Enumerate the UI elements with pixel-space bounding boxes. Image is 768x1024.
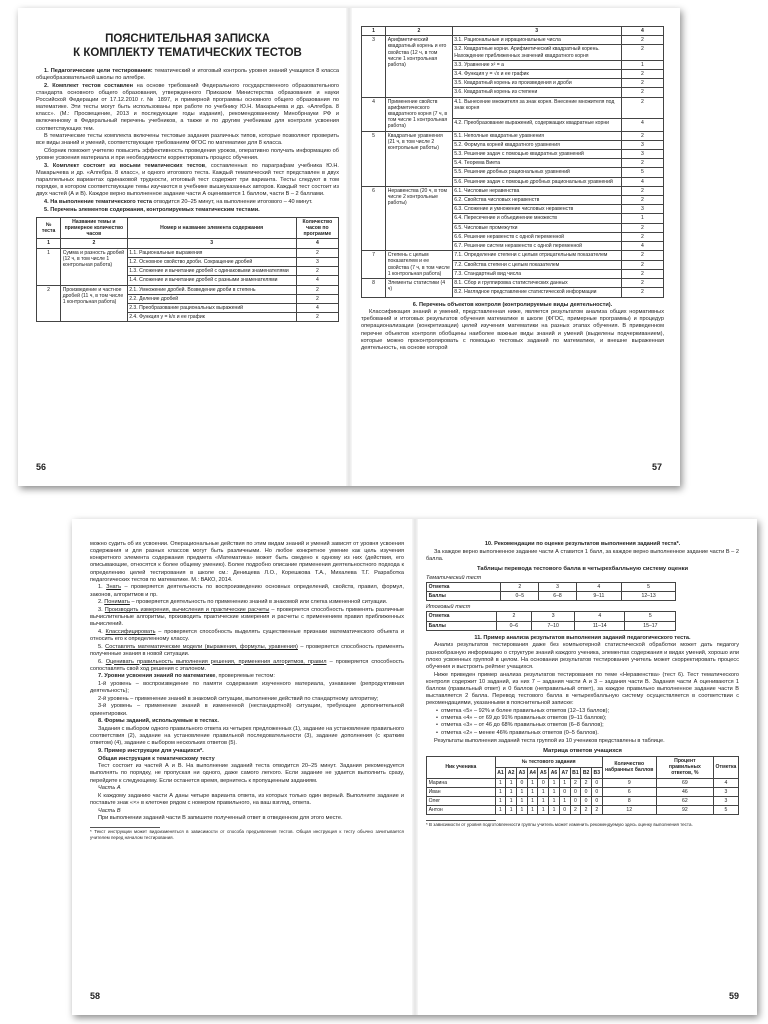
answer-cell: 0 <box>591 778 602 787</box>
hours-cell: 4 <box>621 177 663 186</box>
task-column-header: А7 <box>559 767 570 778</box>
content-element-cell: 2.3. Преобразование рациональных выражений <box>127 303 296 312</box>
student-name-cell: Антон <box>427 806 496 815</box>
answer-cell: 1 <box>559 797 570 806</box>
instruction-subheading: Общая инструкция к тематическому тесту <box>98 755 215 762</box>
paragraph-text: на основе требований Федерального государственного образовательного стандарта основного общего образования, утвержденного Приказом Министерства образования и науки Российской Федерации от 17.12.2010 г. № 1897, и примерной программы основного общего образования по математике. Эти тесты могут быть использованы при работе по учебнику Ю.Н. Макарычева и др. «Алгебра. 8 класс». (М.: Просвещение, 2013 и последующие годы издания), рекомендованному Минобрнауки РФ и включенному в Федеральный перечень учебников, а также и по другим учебникам для контроля усвоения соответствующих тем. <box>36 82 339 132</box>
answer-cell: 1 <box>495 778 506 787</box>
skill-description: – проверяется деятельность по применению знаний в знакомой или слегка измененной ситуации. <box>129 599 388 606</box>
hours-cell: 3 <box>621 150 663 159</box>
analysis-paragraph-2: Ниже приведен пример анализа результатов тестирования по теме «Неравенства» (тест 6). Тест тематического контроля содержит 10 заданий, из них 7 – задания части А и 3 – задания части В. Задания части А оцениваются 1 баллом (правильный ответ) и 0 баллов (неправильный ответ), за каждое правильно выполненное задание части В выставляется 2 балла. Перевод тестового балла в четырехбалльную систему осуществляется в соответствии с рекомендациями, указанными в пояснительной записке: <box>426 671 739 707</box>
paragraph-standard <box>36 83 339 133</box>
hours-cell: 2 <box>621 97 663 118</box>
instruction-heading: 9. Пример инструкции для учащихся*. <box>98 747 204 754</box>
matrix-title: Матрица ответов учащихся <box>543 748 622 755</box>
hours-cell: 2 <box>621 36 663 45</box>
table-cell: Баллы <box>427 621 497 630</box>
hours-cell: 2 <box>621 260 663 269</box>
test-number-cell: 2 <box>37 285 61 322</box>
levels-heading <box>90 673 404 680</box>
skill-name: Оценивать правильность выполнения решения, применения алгоритмов, правил <box>105 658 327 665</box>
total-cell: 8 <box>602 797 656 806</box>
column-header: Количество набранных баллов <box>602 757 656 779</box>
hours-cell: 4 <box>296 276 338 285</box>
table-cell: 5 <box>621 582 676 591</box>
table-cell: Отметка <box>427 612 497 621</box>
task-column-header: А5 <box>538 767 549 778</box>
level-3: 3-й уровень – применение знаний в измененной (нестандартной) ситуации, требующее дополнительной ориентировки. <box>90 703 404 717</box>
content-element-cell: 2.2. Деление дробей <box>127 294 296 303</box>
total-cell: 9 <box>602 778 656 787</box>
thematic-test-label: Тематический тест <box>426 574 482 581</box>
content-element-cell: 3.5. Квадратный корень из произведения и дроби <box>452 79 621 88</box>
hours-cell: 1 <box>621 214 663 223</box>
content-element-cell: 2.4. Функция y = k/x и ее график <box>127 313 296 322</box>
skill-item <box>90 629 404 643</box>
answer-cell: 1 <box>549 787 560 796</box>
hours-cell: 2 <box>621 196 663 205</box>
column-header: Номер и название элемента содержания <box>127 217 296 239</box>
task-column-header: В3 <box>591 767 602 778</box>
footnote-rule <box>90 827 160 828</box>
list-item: • отметка «5» – 92% и более правильных ответов (12–13 баллов); <box>436 708 739 715</box>
answer-cell: 1 <box>506 778 517 787</box>
hours-cell: 2 <box>621 223 663 232</box>
table-cell: 12–13 <box>621 592 676 601</box>
answer-cell: 1 <box>549 797 560 806</box>
part-a-paragraph: К каждому заданию части А даны четыре варианта ответа, из которых только один верный. Выполните задание и поставьте знак «×» в клеточке рядом с номером правильного, на ваш взгляд, ответа. <box>90 792 404 806</box>
paragraph-heading: 2. Комплект тестов составлен <box>44 82 134 89</box>
content-element-cell: 3.3. Уравнение x² = a <box>452 60 621 69</box>
answer-cell: 1 <box>527 778 538 787</box>
hours-cell: 2 <box>621 279 663 288</box>
list-item: • отметка «2» – менее 46% правильных ответов (0–5 баллов). <box>436 730 739 737</box>
answer-cell: 1 <box>538 797 549 806</box>
hours-cell: 4 <box>621 242 663 251</box>
recommendations-paragraph: За каждое верно выполненное задание части А ставится 1 балл, за каждое верно выполненное задание части В – 2 балла. <box>426 548 739 562</box>
content-element-cell: 7.1. Определение степени с целым отрицательным показателем <box>452 251 621 260</box>
content-element-cell: 4.2. Преобразование выражений, содержащих квадратные корни <box>452 118 621 131</box>
content-element-cell: 5.1. Неполные квадратные уравнения <box>452 131 621 140</box>
answer-cell: 2 <box>591 806 602 815</box>
answer-cell: 0 <box>570 787 581 796</box>
table-cell: 2 <box>501 582 539 591</box>
hours-cell: 2 <box>296 248 338 257</box>
topic-cell: Элементы статистики (4 ч) <box>386 279 452 297</box>
task-forms-heading: 8. Формы заданий, используемые в тестах. <box>98 718 219 725</box>
student-name-cell: Олег <box>427 797 496 806</box>
page-58 <box>72 519 414 1015</box>
skill-number: 4. <box>98 628 106 635</box>
hours-cell: 2 <box>621 159 663 168</box>
hours-cell: 2 <box>621 269 663 278</box>
footnote: * В зависимости от уровня подготовленности группы учитель может изменить рекомендуемую здесь оценку выполнения теста. <box>426 822 693 828</box>
answer-cell: 1 <box>527 797 538 806</box>
paragraph-text: тематический и итоговый контроль уровня знаний учащихся 8 класса общеобразовательной школы по алгебре. <box>36 67 339 81</box>
page-number: 57 <box>651 462 662 472</box>
content-element-cell: 6.2. Свойства числовых неравенств <box>452 196 621 205</box>
answer-cell: 1 <box>549 806 560 815</box>
table-cell: 7–10 <box>532 621 575 630</box>
paragraph-continuation: можно судить об их усвоении. Операциональные действия по этим видам знаний и умений зависят от уровня усвоения содержания и для разных классов могут быть различными. Но любое конкретное умение как цель изучения конкретного элемента содержания предмета «Математика» может быть сведено к одному из них (действия, его описывающие, относятся к более общему умению). Более подробно описание применения деятельностного подхода к определению целей тестирования в школе см.: Денищева Л.О., Корешкова Т.А., Михалева Т.Г. Разработка педагогических тестов по математике. М.: ВАКО, 2014. <box>90 541 404 583</box>
answer-cell: 0 <box>559 787 570 796</box>
answer-cell: 1 <box>517 806 528 815</box>
table-row <box>37 285 339 294</box>
column-index: 2 <box>386 27 452 36</box>
mark-cell: 3 <box>713 787 738 796</box>
column-index: 3 <box>127 239 296 248</box>
answer-cell: 1 <box>506 787 517 796</box>
paragraph-test-types: В тематические тесты комплекта включены тестовые задания различных типов, которые позволяют проверить все виды знаний и умений, соответствующие требованиям ФГОС по математике для 8 класса. <box>36 133 339 147</box>
hours-cell: 2 <box>621 186 663 195</box>
answer-cell: 2 <box>570 778 581 787</box>
part-a-label: Часть А <box>98 785 121 792</box>
hours-cell: 5 <box>621 168 663 177</box>
paragraph-text: отводится 20–25 минут, на выполнение итогового – 40 минут. <box>151 199 313 206</box>
content-element-cell: 3.4. Функция y = √x и ее график <box>452 70 621 79</box>
table-row <box>362 279 664 288</box>
table-row <box>427 787 739 796</box>
topic-cell: Степень с целым показателем и ее свойства (7 ч, в том числе 1 контрольная работа) <box>386 251 452 279</box>
page-number: 56 <box>36 462 47 472</box>
column-index: 4 <box>621 27 663 36</box>
answer-cell: 2 <box>581 778 592 787</box>
table-row <box>37 248 339 257</box>
content-element-cell: 6.6. Решение неравенств с одной переменной <box>452 232 621 241</box>
hours-cell: 3 <box>621 140 663 149</box>
table-row <box>362 36 664 45</box>
list-item: • отметка «4» – от 69 до 91% правильных ответов (9–11 баллов); <box>436 715 739 722</box>
answer-cell: 1 <box>549 778 560 787</box>
test-number-cell: 5 <box>362 131 386 186</box>
content-element-cell: 6.7. Решение систем неравенств с одной переменной <box>452 242 621 251</box>
table-row <box>362 131 664 140</box>
table-cell: 11–14 <box>575 621 625 630</box>
table-cell: 3 <box>532 612 575 621</box>
answer-cell: 1 <box>538 806 549 815</box>
table-row <box>362 186 664 195</box>
column-header: Отметка <box>713 757 738 779</box>
answer-cell: 1 <box>495 797 506 806</box>
answer-cell: 1 <box>495 787 506 796</box>
content-element-cell: 6.4. Пересечение и объединение множеств <box>452 214 621 223</box>
table-cell: 2 <box>496 612 531 621</box>
footnote: * Текст инструкции может видоизменяться в зависимости от способа предъявления тестов. Общая инструкция к тесту обычно зачитывается учителем перед началом тестирования. <box>90 829 404 841</box>
grade-thresholds-list <box>436 708 739 737</box>
table-body <box>427 778 739 815</box>
paragraph-text: , проверяемые тестом: <box>215 673 275 680</box>
book-spread-pages-58-59 <box>72 519 757 1015</box>
skill-number: 1. <box>98 584 107 591</box>
book-spread-pages-56-57 <box>18 8 680 486</box>
skill-item <box>90 644 404 658</box>
hours-cell: 2 <box>296 313 338 322</box>
table-row <box>362 251 664 260</box>
instruction-paragraph: Тест состоит из частей А и В. На выполнение заданий теста отводится 20–25 минут. Задания рекомендуется выполнять по порядку, не пропуская ни одного, даже самого легкого. Если задание не удается выполнить сразу, перейдите к следующему. Если останется время, вернитесь к пропущенным заданиям. <box>90 763 404 784</box>
paragraph-heading: 3. Комплект состоит из восьми тематических тестов <box>44 162 206 169</box>
paragraph-text: , составленных по параграфам учебника Ю.Н. Макарычева и др. «Алгебра. 8 класс», и одного итогового теста. Каждый тематический тест представлен в двух параллельных вариантах одинаковой трудности, итоговый тест содержит три варианта. Тесты следуют в том порядке, в котором соответствующие темы изучаются в учебнике вышеуказанных авторов. Каждый тест состоит из двух частей (А и В). Каждое верно выполненное задание части А оценивается 1 баллом, части В – 2 баллами. <box>36 162 339 198</box>
table-row <box>427 797 739 806</box>
table-cell: 4 <box>576 582 621 591</box>
analysis-paragraph-1: Анализ результатов тестирования даже без компьютерной статистической обработки может дать педагогу разнообразную информацию о структуре знаний каждого ученика, элементах содержания и видах умений, хорошо или плохо усвоенных группой в целом. На основании результатов тестирования учитель может скорректировать процесс обучения и выстроить рейтинг учащихся. <box>426 642 739 670</box>
column-header: Процент правильных ответов, % <box>656 757 713 779</box>
answer-cell: 0 <box>559 806 570 815</box>
hours-cell: 2 <box>621 288 663 297</box>
task-forms-paragraph: Задания с выбором одного правильного ответа из четырех предложенных (1), задание на установление правильного соответствия (2), задание на установление правильной последовательности (3), задание дополнения (с кратким ответом) (4), задание с выбором нескольких ответов (5). <box>90 725 404 747</box>
paragraph-collection: Сборник поможет учителю повысить эффективность проведения уроков, оперативно получать информацию об уровне усвоения материала и при необходимости корректировать процесс обучения. <box>36 147 339 162</box>
answers-matrix-table <box>426 756 739 815</box>
paragraph-timing <box>36 199 339 206</box>
column-header: Название темы и примерное количество часов <box>61 217 127 239</box>
skill-item <box>90 659 404 673</box>
title-line-1: ПОЯСНИТЕЛЬНАЯ ЗАПИСКА <box>105 33 270 45</box>
content-element-cell: 1.2. Основное свойство дроби. Сокращение дробей <box>127 257 296 266</box>
mark-cell: 3 <box>713 797 738 806</box>
percent-cell: 46 <box>656 787 713 796</box>
content-elements-table <box>36 217 339 322</box>
table-row <box>362 97 664 118</box>
answer-cell: 0 <box>591 797 602 806</box>
skill-name: Производить измерения, вычисления и практические расчеты <box>104 606 270 613</box>
column-index: 1 <box>37 239 61 248</box>
analysis-paragraph-3: Результаты выполнения заданий теста группой из 10 учеников представлены в таблице. <box>434 737 665 744</box>
page-59 <box>414 519 757 1015</box>
content-element-cell: 1.4. Сложение и вычитание дробей с разными знаменателями <box>127 276 296 285</box>
table-row <box>427 778 739 787</box>
skill-item <box>90 599 404 606</box>
content-elements-table-continued <box>361 26 664 298</box>
content-element-cell: 3.1. Рациональные и иррациональные числа <box>452 36 621 45</box>
table-cell: 5 <box>625 612 676 621</box>
table-cell: 0–5 <box>501 592 539 601</box>
answer-cell: 1 <box>495 806 506 815</box>
conversion-tables-title: Таблицы перевода тестового балла в четырехбалльную систему оценки <box>476 565 689 572</box>
content-element-cell: 5.4. Теорема Виета <box>452 159 621 168</box>
topic-cell: Произведение и частное дробей (11 ч, в том числе 1 контрольная работа) <box>61 285 127 322</box>
skill-description: – проверяется способность применять полученные знания в новой ситуации. <box>90 643 404 657</box>
student-name-cell: Иван <box>427 787 496 796</box>
paragraph-heading: 7. Уровни усвоения знаний по математике <box>98 673 216 680</box>
final-conversion-table <box>426 611 676 630</box>
total-cell: 6 <box>602 787 656 796</box>
content-element-cell: 6.3. Сложение и умножение числовых неравенств <box>452 205 621 214</box>
skill-description: – проверяется способность применять различные вычислительные алгоритмы, производить практические измерения и расчеты с применением правил приближенных вычислений. <box>90 606 404 628</box>
paragraph-classification: Классификация знаний и умений, представленная ниже, является результатом анализа общих нормативных требований и итоговых результатов обучения математике в школе (ФГОС, примерные программы) и процедур операционализации (конкретизации) целей изучения математики на разных этапах обучения. В приведенном перечне объектов контроля обобщены наиболее важные виды знаний и умений (выделены подчеркиванием), которые можно проконтролировать с помощью тестовых заданий по математике, и внешне выраженная деятельность, на основе которой <box>361 309 664 351</box>
content-element-cell: 8.2. Наглядное представление статистической информации <box>452 288 621 297</box>
answer-cell: 1 <box>506 797 517 806</box>
mark-cell: 5 <box>713 806 738 815</box>
answer-cell: 0 <box>517 778 528 787</box>
skill-name: Знать <box>106 584 122 591</box>
topic-cell: Квадратные уравнения (21 ч, в том числе 2 контрольные работы) <box>386 131 452 186</box>
content-element-cell: 6.5. Числовые промежутки <box>452 223 621 232</box>
column-header: № теста <box>37 217 61 239</box>
skill-description: – проверяется способность сопоставлять свой ход решения с эталоном. <box>90 658 404 672</box>
skill-item <box>90 584 404 598</box>
table-cell: 0–6 <box>496 621 531 630</box>
content-element-cell: 5.2. Формула корней квадратного уравнения <box>452 140 621 149</box>
hours-cell: 2 <box>621 251 663 260</box>
content-element-cell: 6.1. Числовые неравенства <box>452 186 621 195</box>
list-item: • отметка «3» – от 46 до 68% правильных ответов (6–8 баллов); <box>436 722 739 729</box>
table-cell: 15–17 <box>625 621 676 630</box>
content-element-cell: 1.1. Рациональные выражения <box>127 248 296 257</box>
content-element-cell: 2.1. Умножение дробей. Возведение дроби в степень <box>127 285 296 294</box>
hours-cell: 4 <box>621 118 663 131</box>
task-column-header: А4 <box>527 767 538 778</box>
test-number-cell: 6 <box>362 186 386 250</box>
content-element-cell: 5.3. Решение задач с помощью квадратных уравнений <box>452 150 621 159</box>
task-column-header: А2 <box>506 767 517 778</box>
task-column-header: В1 <box>570 767 581 778</box>
topic-cell: Неравенства (20 ч, в том числе 2 контрольные работы) <box>386 186 452 250</box>
content-element-cell: 4.1. Вынесение множителя за знак корня. Внесение множителя под знак корня <box>452 97 621 118</box>
table-cell: Баллы <box>427 592 501 601</box>
answer-cell: 2 <box>581 806 592 815</box>
answer-cell: 1 <box>527 806 538 815</box>
table-cell: 9–11 <box>576 592 621 601</box>
test-number-cell: 1 <box>37 248 61 285</box>
test-number-cell: 3 <box>362 36 386 97</box>
content-element-cell: 8.1. Сбор и группировка статистических данных <box>452 279 621 288</box>
content-element-cell: 5.5. Решение дробных рациональных уравнений <box>452 168 621 177</box>
task-column-header: А6 <box>549 767 560 778</box>
percent-cell: 92 <box>656 806 713 815</box>
part-b-label: Часть В <box>98 807 121 814</box>
column-header: Ник ученика <box>427 757 496 779</box>
skill-number: 6. <box>98 658 106 665</box>
topic-cell: Арифметический квадратный корень и его свойства (12 ч, в том числе 1 контрольная работа) <box>386 36 452 97</box>
content-element-cell: 5.6. Решение задач с помощью дробных рациональных уравнений <box>452 177 621 186</box>
table-row <box>427 806 739 815</box>
answer-cell: 1 <box>527 787 538 796</box>
student-name-cell: Марина <box>427 778 496 787</box>
hours-cell: 3 <box>296 257 338 266</box>
test-number-cell: 8 <box>362 279 386 297</box>
hours-cell: 2 <box>296 267 338 276</box>
table-body <box>37 248 339 322</box>
page-number: 58 <box>90 991 101 1001</box>
part-b-paragraph: При выполнении заданий части В запишите полученный ответ в отведенном для этого месте. <box>98 815 343 822</box>
paragraph-heading: 4. На выполнение тематического теста <box>44 199 152 206</box>
answer-cell: 1 <box>517 787 528 796</box>
skill-number: 2. <box>98 599 105 606</box>
answer-cell: 1 <box>538 787 549 796</box>
hours-cell: 2 <box>621 88 663 97</box>
footnote-rule <box>426 820 496 821</box>
skill-name: Классифицировать <box>105 628 156 635</box>
content-element-cell: 7.3. Стандартный вид числа <box>452 269 621 278</box>
answer-cell: 1 <box>517 797 528 806</box>
skill-number: 5. <box>98 643 106 650</box>
topic-cell: Применение свойств арифметического квадратного корня (7 ч, в том числе 1 контрольная работа) <box>386 97 452 131</box>
column-index: 4 <box>296 239 338 248</box>
task-column-header: В2 <box>581 767 592 778</box>
content-element-cell: 7.2. Свойства степени с целым показателем <box>452 260 621 269</box>
skill-description: – проверяется деятельность по воспроизведению основных определений, свойств, правил, формул, законов, алгоритмов и пр. <box>90 584 404 598</box>
paragraph-goals <box>36 68 339 82</box>
column-index: 3 <box>452 27 621 36</box>
mark-cell: 4 <box>713 778 738 787</box>
percent-cell: 62 <box>656 797 713 806</box>
paragraph-composition <box>36 163 339 199</box>
skill-item <box>90 607 404 628</box>
content-element-cell: 3.6. Квадратный корень из степени <box>452 88 621 97</box>
table-body <box>362 36 664 297</box>
hours-cell: 3 <box>621 205 663 214</box>
content-element-cell: 1.3. Сложение и вычитание дробей с одинаковыми знаменателями <box>127 267 296 276</box>
content-element-cell: 3.2. Квадратные корни. Арифметический квадратный корень. Нахождение приближенных значений квадратного корня <box>452 45 621 60</box>
hours-cell: 2 <box>621 79 663 88</box>
skill-number: 3. <box>98 606 105 613</box>
hours-cell: 2 <box>621 45 663 60</box>
table-cell: Отметка <box>427 582 501 591</box>
skills-list <box>90 584 404 672</box>
answer-cell: 1 <box>506 806 517 815</box>
answer-cell: 0 <box>570 797 581 806</box>
level-2: 2-й уровень – применение знаний в знакомой ситуации, выполнение действий по стандартному алгоритму; <box>98 695 379 702</box>
page-number: 59 <box>728 991 739 1001</box>
table-cell: 4 <box>575 612 625 621</box>
title-line-2: К КОМПЛЕКТУ ТЕМАТИЧЕСКИХ ТЕСТОВ <box>73 47 302 60</box>
page-56 <box>18 8 349 486</box>
page-title <box>36 32 339 61</box>
answer-cell: 0 <box>538 778 549 787</box>
column-header: Количество часов по программе <box>296 217 338 239</box>
answer-cell: 0 <box>581 787 592 796</box>
percent-cell: 69 <box>656 778 713 787</box>
answer-cell: 0 <box>591 787 602 796</box>
level-1: 1-й уровень – воспроизведение по памяти содержания изученного материала, узнавание (репродуктивная деятельность); <box>90 680 404 695</box>
final-test-label: Итоговый тест <box>426 604 471 611</box>
task-column-header: А1 <box>495 767 506 778</box>
total-cell: 12 <box>602 806 656 815</box>
column-index: 1 <box>362 27 386 36</box>
skill-name: Понимать <box>104 599 130 606</box>
answer-cell: 0 <box>581 797 592 806</box>
topic-cell: Сумма и разность дробей (12 ч, в том числе 1 контрольная работа) <box>61 248 127 285</box>
hours-cell: 4 <box>296 303 338 312</box>
hours-cell: 1 <box>621 60 663 69</box>
skill-name: Составлять математические модели (выражения, формулы, уравнения) <box>105 643 298 650</box>
hours-cell: 2 <box>296 285 338 294</box>
table-cell: 6–8 <box>539 592 577 601</box>
hours-cell: 2 <box>621 70 663 79</box>
hours-cell: 2 <box>621 232 663 241</box>
test-number-cell: 4 <box>362 97 386 131</box>
skill-description: – проверяется способность выделять существенные признаки математического объекта и относить его к определенному классу. <box>90 628 404 643</box>
test-number-cell: 7 <box>362 251 386 279</box>
section-heading-objects: 6. Перечень объектов контроля (контролируемые виды деятельности). <box>412 301 613 308</box>
paragraph-content-list-heading: 5. Перечень элементов содержания, контролируемых тематическим тестами. <box>44 206 260 213</box>
table-cell: 3 <box>539 582 577 591</box>
hours-cell: 2 <box>621 131 663 140</box>
thematic-conversion-table <box>426 582 676 601</box>
answer-cell: 1 <box>559 778 570 787</box>
hours-cell: 2 <box>296 294 338 303</box>
page-57 <box>349 8 680 486</box>
recommendations-heading: 10. Рекомендации по оценке результатов выполнения заданий теста*. <box>484 541 681 547</box>
paragraph-heading: 1. Педагогические цели тестирования: <box>44 67 153 74</box>
column-index: 2 <box>61 239 127 248</box>
task-column-header: А3 <box>517 767 528 778</box>
answer-cell: 2 <box>570 806 581 815</box>
column-header: № тестового задания <box>495 757 602 768</box>
analysis-heading: 11. Пример анализа результатов выполнения заданий педагогического теста. <box>474 634 691 641</box>
